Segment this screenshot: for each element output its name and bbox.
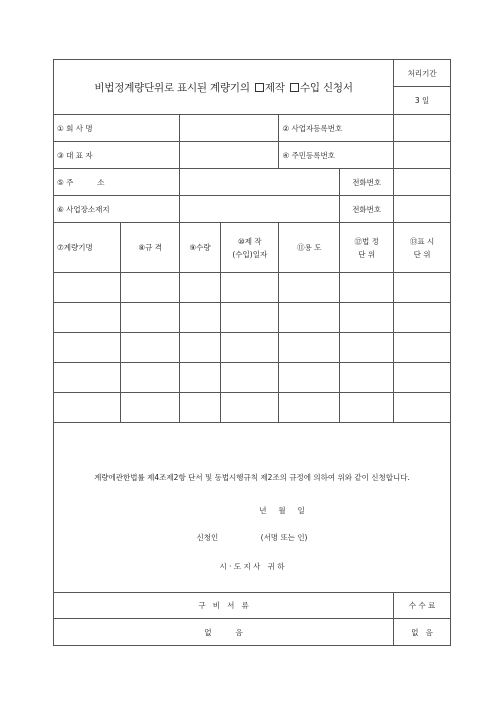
table-cell[interactable] bbox=[221, 273, 279, 303]
table-cell[interactable] bbox=[340, 393, 394, 423]
address-field[interactable] bbox=[179, 169, 339, 196]
workplace-phone-field[interactable] bbox=[394, 196, 451, 223]
table-cell[interactable] bbox=[179, 393, 220, 423]
table-cell[interactable] bbox=[221, 303, 279, 333]
table-row bbox=[54, 363, 451, 393]
fee-value: 없 음 bbox=[394, 619, 451, 646]
processing-period-value: 3 일 bbox=[394, 87, 451, 115]
required-docs-value: 없 음 bbox=[54, 619, 394, 646]
table-cell[interactable] bbox=[179, 333, 220, 363]
representative-label: ③ 대 표 자 bbox=[54, 142, 180, 169]
spec-header: ⑧규 격 bbox=[121, 223, 179, 273]
legal-unit-header-line2: 단 위 bbox=[358, 249, 376, 259]
workplace-phone-label: 전화번호 bbox=[340, 196, 394, 223]
declaration-block bbox=[54, 423, 451, 593]
table-cell[interactable] bbox=[121, 273, 179, 303]
quantity-header: ⑨수량 bbox=[179, 223, 220, 273]
table-cell[interactable] bbox=[221, 393, 279, 423]
business-number-field[interactable] bbox=[394, 115, 451, 142]
meter-name-header: ⑦계량기명 bbox=[54, 223, 121, 273]
table-cell[interactable] bbox=[394, 363, 451, 393]
workplace-field[interactable] bbox=[179, 196, 339, 223]
table-cell[interactable] bbox=[340, 273, 394, 303]
business-number-label: ② 사업자등록번호 bbox=[279, 115, 394, 142]
address-label: ⑤ 주 소 bbox=[54, 169, 180, 196]
representative-field[interactable] bbox=[179, 142, 279, 169]
legal-unit-header-line1: ⑫법 정 bbox=[354, 236, 379, 246]
company-name-field[interactable] bbox=[179, 115, 279, 142]
processing-period-label: 처리기간 bbox=[394, 60, 451, 87]
date-header-line2: (수입)일자 bbox=[232, 249, 268, 259]
table-cell[interactable] bbox=[54, 273, 121, 303]
fee-label: 수 수 료 bbox=[394, 593, 451, 619]
table-cell[interactable] bbox=[394, 333, 451, 363]
display-unit-header-line2: 단 위 bbox=[413, 249, 431, 259]
signature-note: (서명 또는 인) bbox=[260, 532, 308, 542]
title-text: 비법정계량단위로 표시된 계량기의 bbox=[94, 81, 250, 94]
table-cell[interactable] bbox=[121, 363, 179, 393]
title-option-import: 수입 신청서 bbox=[299, 81, 353, 94]
company-name-label: ① 회 사 명 bbox=[54, 115, 180, 142]
table-cell[interactable] bbox=[221, 333, 279, 363]
resident-number-label: ④ 주민등록번호 bbox=[279, 142, 394, 169]
workplace-label: ⑥ 사업장소재지 bbox=[54, 196, 180, 223]
table-cell[interactable] bbox=[221, 363, 279, 393]
table-cell[interactable] bbox=[121, 303, 179, 333]
legal-unit-header bbox=[340, 223, 394, 273]
table-row bbox=[54, 393, 451, 423]
table-cell[interactable] bbox=[340, 333, 394, 363]
table-cell[interactable] bbox=[279, 363, 340, 393]
display-unit-header-line1: ⑬표 시 bbox=[409, 236, 435, 246]
table-row bbox=[54, 273, 451, 303]
form-table bbox=[53, 59, 451, 646]
table-cell[interactable] bbox=[279, 333, 340, 363]
address-phone-field[interactable] bbox=[394, 169, 451, 196]
table-cell[interactable] bbox=[121, 393, 179, 423]
resident-number-field[interactable] bbox=[394, 142, 451, 169]
address-phone-label: 전화번호 bbox=[340, 169, 394, 196]
recipient-line: 시 · 도 지 사 귀 하 bbox=[219, 561, 285, 571]
table-cell[interactable] bbox=[179, 303, 220, 333]
title-option-manufacture: 제작 bbox=[264, 81, 285, 94]
table-row bbox=[54, 333, 451, 363]
table-cell[interactable] bbox=[279, 303, 340, 333]
table-cell[interactable] bbox=[340, 363, 394, 393]
application-date: 년 월 일 bbox=[259, 505, 305, 515]
application-form bbox=[53, 59, 451, 641]
table-cell[interactable] bbox=[54, 333, 121, 363]
applicant-label: 신청인 bbox=[196, 532, 219, 542]
table-cell[interactable] bbox=[179, 273, 220, 303]
form-title bbox=[54, 60, 394, 115]
date-header bbox=[221, 223, 279, 273]
date-header-line1: ⑩제 작 bbox=[237, 236, 262, 246]
table-cell[interactable] bbox=[394, 303, 451, 333]
table-cell[interactable] bbox=[279, 393, 340, 423]
applicant-line bbox=[57, 532, 447, 543]
table-cell[interactable] bbox=[54, 303, 121, 333]
display-unit-header bbox=[394, 223, 451, 273]
table-cell[interactable] bbox=[179, 363, 220, 393]
table-cell[interactable] bbox=[394, 273, 451, 303]
checkbox-import[interactable] bbox=[290, 83, 299, 92]
table-cell[interactable] bbox=[54, 363, 121, 393]
table-cell[interactable] bbox=[121, 333, 179, 363]
table-cell[interactable] bbox=[279, 273, 340, 303]
required-docs-label: 구 비 서 류 bbox=[54, 593, 394, 619]
table-cell[interactable] bbox=[394, 393, 451, 423]
table-cell[interactable] bbox=[54, 393, 121, 423]
purpose-header: ⑪용 도 bbox=[279, 223, 340, 273]
table-cell[interactable] bbox=[340, 303, 394, 333]
table-row bbox=[54, 303, 451, 333]
declaration-text: 계량에관한법률 제4조제2항 단서 및 동법시행규칙 제2조의 규정에 의하여 위와 같이 신청합니다. bbox=[94, 472, 410, 482]
checkbox-manufacture[interactable] bbox=[255, 83, 264, 92]
